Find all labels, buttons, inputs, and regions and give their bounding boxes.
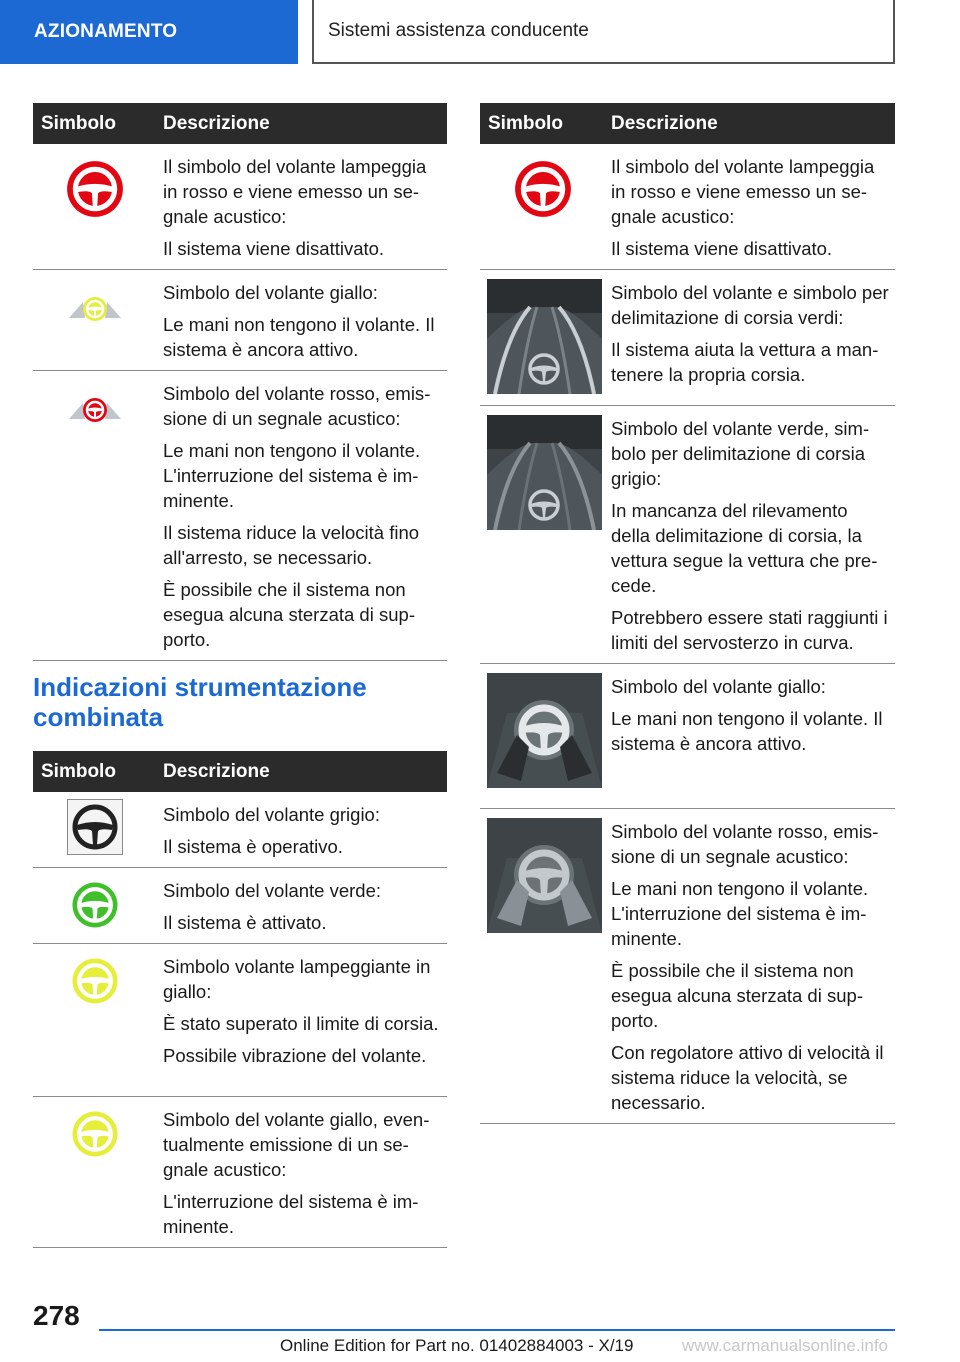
footer-divider	[99, 1329, 895, 1331]
table-row	[480, 664, 895, 809]
topic-title: Sistemi assistenza conducente	[328, 20, 589, 41]
description-text: Simbolo del volante rosso, emissione di un segnale acustico:	[611, 821, 879, 867]
description-text: Il simbolo del volante lampeggia in rosso e viene emesso un segnale acustico:	[163, 156, 427, 227]
description-text: Simbolo del volante giallo:	[611, 676, 826, 697]
description-text: Le mani non tengono il volante. Il sistema è ancora attivo.	[163, 314, 435, 360]
description-text: Il sistema è attivato.	[163, 912, 327, 933]
description-text: È possibile che il sistema non esegua alcuna sterzata di supporto.	[611, 960, 863, 1031]
table-row	[480, 406, 895, 664]
description-text: Il sistema viene disattivato.	[611, 238, 833, 259]
column-header-description: Descrizione	[157, 103, 447, 144]
column-header-description: Descrizione	[605, 103, 895, 144]
lane-view-hands-red-icon	[487, 818, 602, 933]
table-row	[33, 270, 447, 371]
description-text: Il sistema è operativo.	[163, 836, 343, 857]
description-text: Simbolo del volante giallo, eventualmente emissione di un segnale acustico:	[163, 1109, 430, 1180]
table-row	[480, 144, 895, 270]
steering-wheel-grey-icon	[67, 799, 123, 855]
table-row	[33, 792, 447, 868]
table-row	[33, 144, 447, 270]
description-text: Con regolatore attivo di velocità il sistema riduce la velocità, se necessario.	[611, 1042, 884, 1113]
symbol-table-top-left	[33, 103, 447, 661]
steering-wheel-hands-red-icon	[67, 393, 123, 427]
description-text: Le mani non tengono il volante. L'interruzione del sistema è imminente.	[163, 440, 421, 511]
table-row	[33, 868, 447, 944]
column-header-symbol: Simbolo	[480, 103, 605, 144]
section-tab	[0, 0, 298, 64]
description-text: Il sistema riduce la velocità fino all'arresto, se necessario.	[163, 522, 420, 568]
table-row	[33, 944, 447, 1097]
description-text: Le mani non tengono il volante. L'interruzione del sistema è imminente.	[611, 878, 869, 949]
description-text: È stato superato il limite di corsia.	[163, 1013, 439, 1034]
steering-wheel-green-icon	[70, 880, 120, 930]
description-text: In mancanza del rilevamento della delimitazione di corsia, la vettura segue la vettura che precede.	[611, 500, 878, 596]
edition-text: Online Edition for Part no. 01402884003 - X/19	[280, 1336, 634, 1355]
section-heading: Indicazioni strumentazione combinata	[33, 672, 367, 732]
lane-view-green-lines-icon	[487, 279, 602, 394]
description-text: Simbolo del volante e simbolo per delimitazione di corsia verdi:	[611, 282, 889, 328]
table-row	[480, 809, 895, 1124]
topic-tab	[312, 0, 895, 64]
description-text: Simbolo del volante giallo:	[163, 282, 378, 303]
description-text: Simbolo volante lampeggiante in giallo:	[163, 956, 431, 1002]
steering-wheel-red-icon	[64, 158, 126, 220]
description-text: Il simbolo del volante lampeggia in rosso e viene emesso un segnale acustico:	[611, 156, 875, 227]
steering-wheel-hands-yellow-icon	[67, 292, 123, 326]
description-text: Le mani non tengono il volante. Il sistema è ancora attivo.	[611, 708, 883, 754]
description-text: L'interruzione del sistema è imminente.	[163, 1191, 419, 1237]
column-header-symbol: Simbolo	[33, 751, 157, 792]
table-row	[33, 1097, 447, 1248]
description-text: Simbolo del volante verde:	[163, 880, 382, 901]
steering-wheel-yellow-icon	[70, 956, 120, 1006]
watermark-text: www.carmanualsonline.info	[682, 1336, 888, 1355]
table-row	[33, 371, 447, 661]
description-text: Possibile vibrazione del volante.	[163, 1045, 427, 1066]
lane-view-hands-yellow-icon	[487, 673, 602, 788]
symbol-table-right	[480, 103, 895, 1124]
description-text: Il sistema aiuta la vettura a mantenere la propria corsia.	[611, 339, 879, 385]
column-header-symbol: Simbolo	[33, 103, 157, 144]
description-text: Simbolo del volante grigio:	[163, 804, 380, 825]
description-text: Potrebbero essere stati raggiunti i limiti del servosterzo in curva.	[611, 607, 888, 653]
description-text: È possibile che il sistema non esegua alcuna sterzata di supporto.	[163, 579, 415, 650]
symbol-table-bottom-left	[33, 751, 447, 1248]
section-title: AZIONAMENTO	[34, 21, 178, 42]
description-text: Il sistema viene disattivato.	[163, 238, 385, 259]
steering-wheel-yellow-icon	[70, 1109, 120, 1159]
table-row	[480, 270, 895, 406]
description-text: Simbolo del volante verde, simbolo per delimitazione di corsia grigio:	[611, 418, 870, 489]
column-header-description: Descrizione	[157, 751, 447, 792]
page-number: 278	[33, 1300, 80, 1331]
lane-view-grey-lines-icon	[487, 415, 602, 530]
description-text: Simbolo del volante rosso, emissione di un segnale acustico:	[163, 383, 431, 429]
steering-wheel-red-icon	[512, 158, 574, 220]
